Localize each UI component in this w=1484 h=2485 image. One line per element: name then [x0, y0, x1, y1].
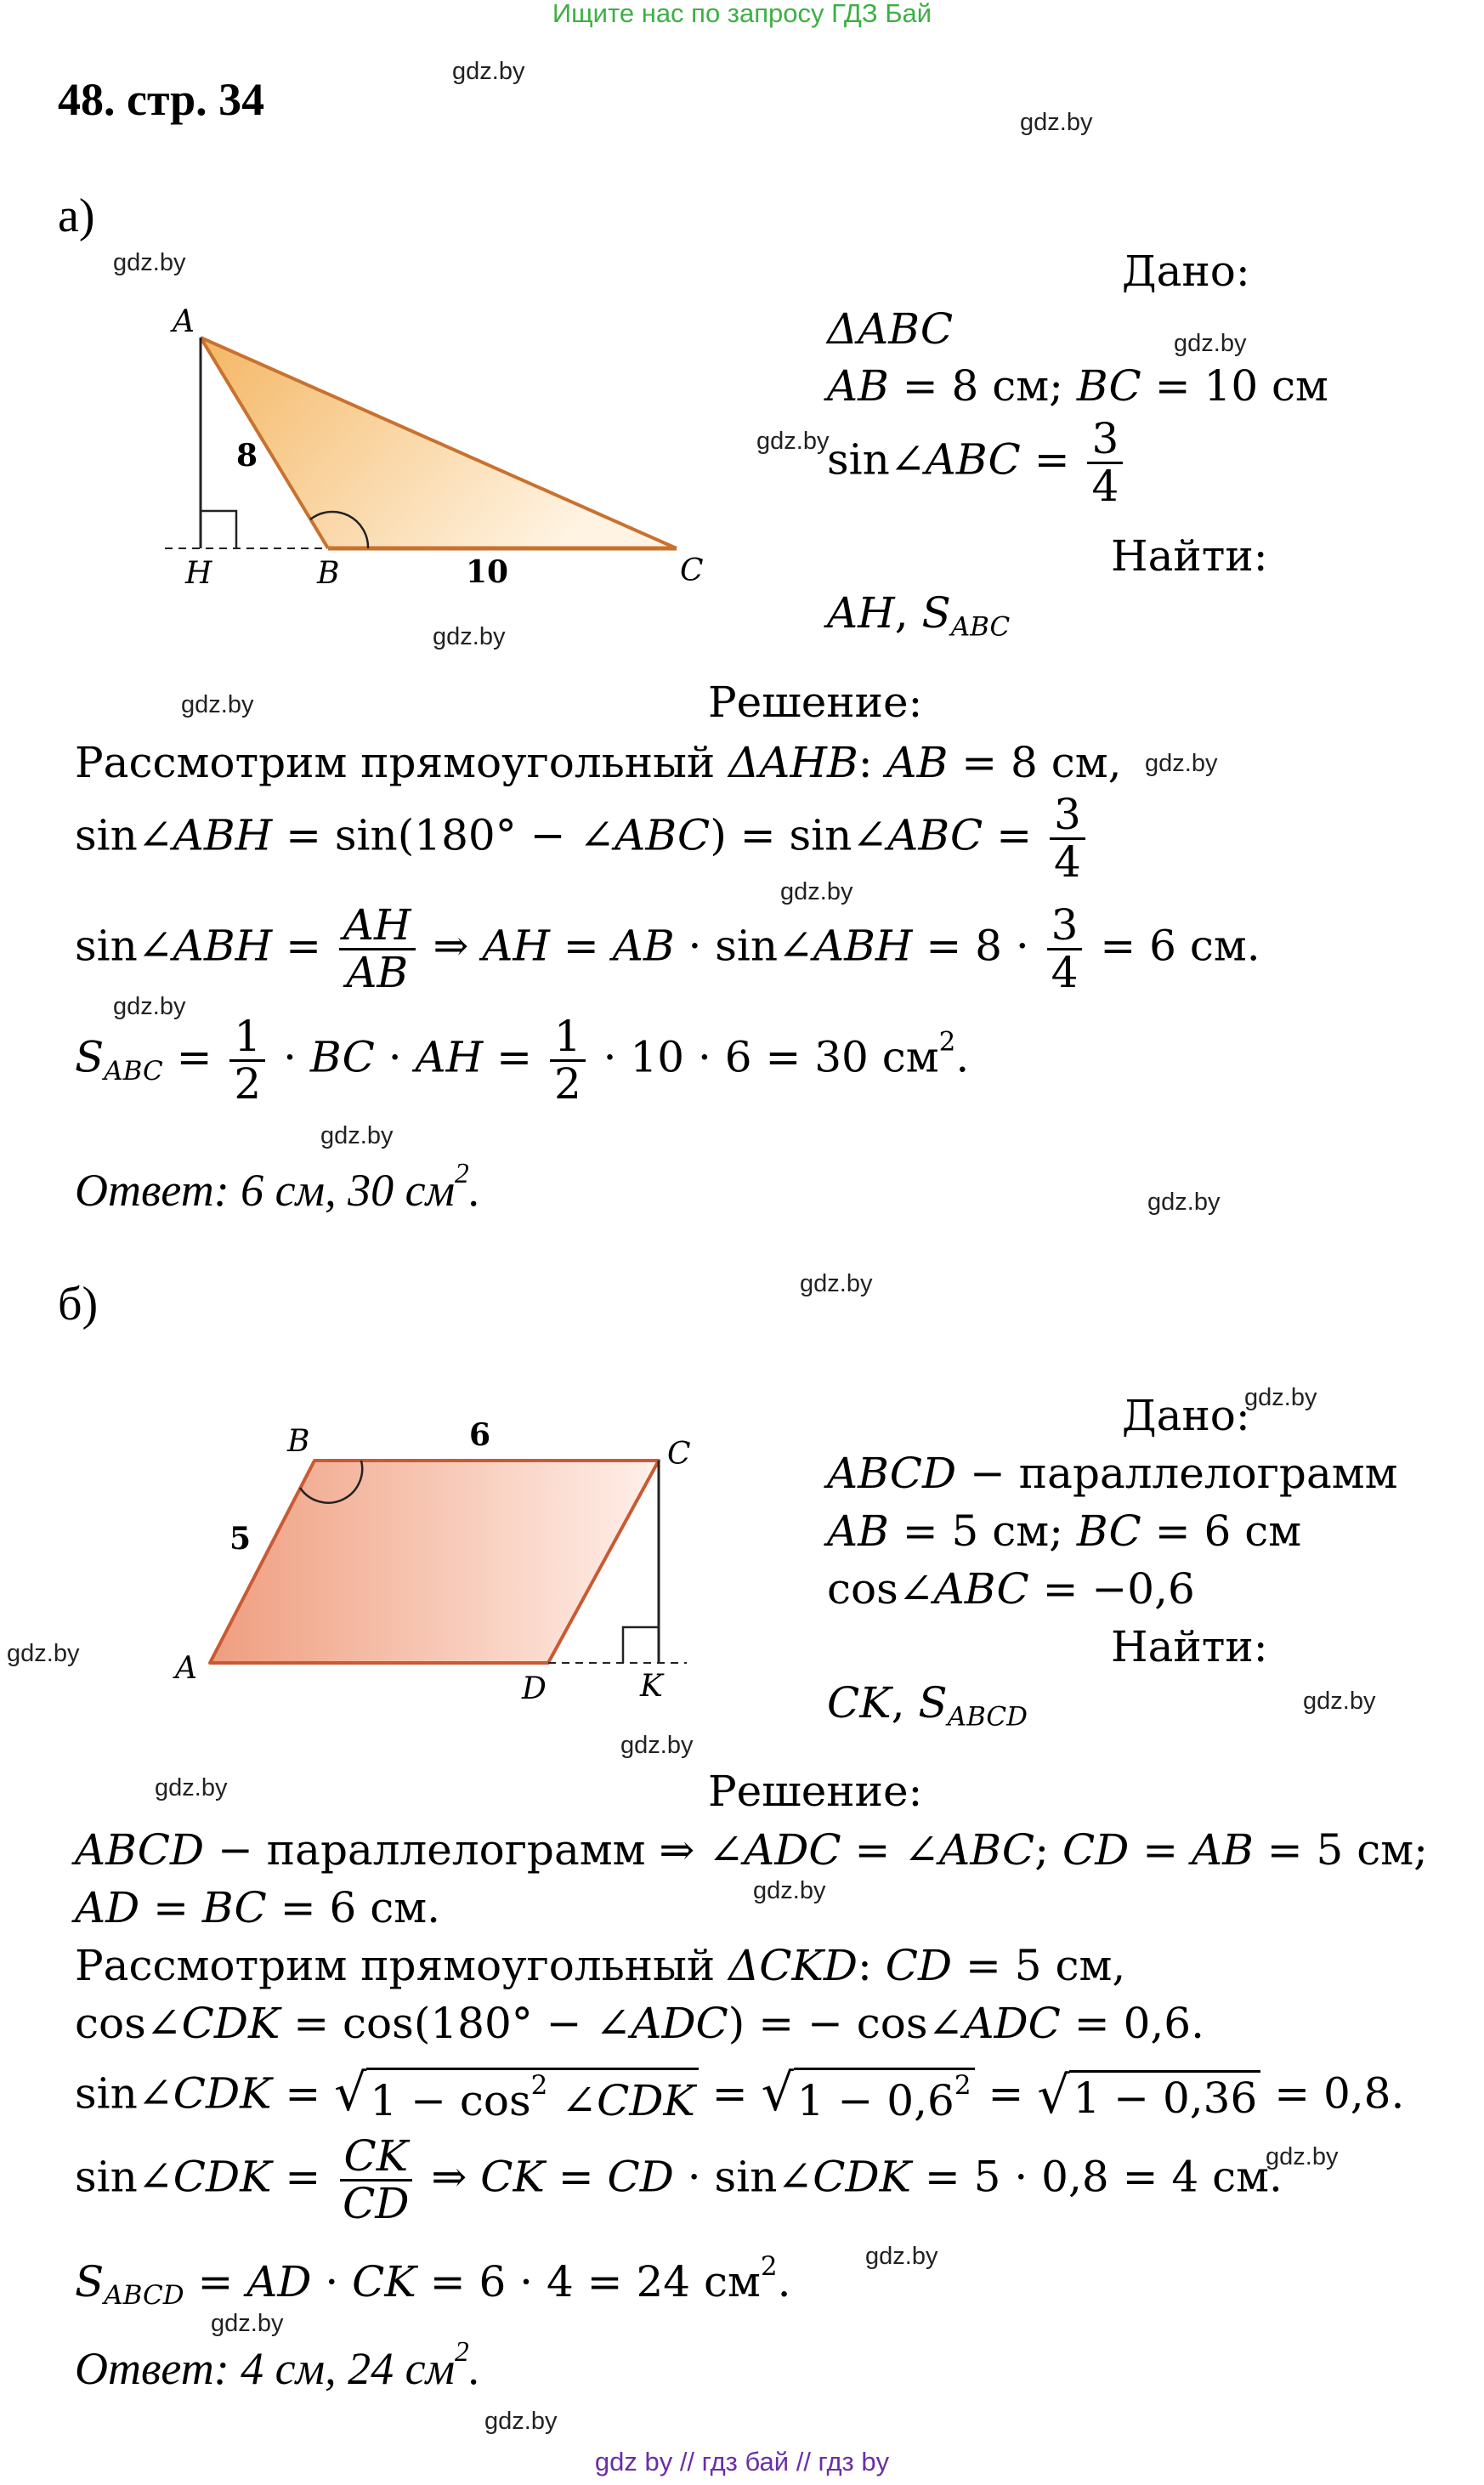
vertex-c-label: C — [667, 1437, 691, 1472]
find-b-items: CK, $S_{ABCD}$ — [827, 1678, 1028, 1733]
given-a-triangle: ΔABC — [827, 304, 954, 354]
top-ad-text: Ищите нас по запросу ГДЗ Бай — [552, 0, 932, 28]
watermark: gdz.by — [1020, 109, 1093, 136]
vertex-a-label: A — [175, 1651, 197, 1686]
watermark: gdz.by — [452, 58, 525, 85]
watermark: gdz.by — [211, 2310, 284, 2337]
side-bc-length: 6 — [469, 1417, 491, 1453]
given-title-a: Дано: — [1122, 247, 1250, 296]
given-b-cos: cos∠ABC = −0,6 — [827, 1564, 1195, 1614]
watermark: gdz.by — [753, 1877, 826, 1904]
solution-a-line-1: Рассмотрим прямоугольный ΔAHB: AB = 8 см, — [75, 738, 1122, 787]
vertex-k-label: K — [640, 1669, 663, 1704]
answer-b: Ответ: 4 см, 24 $см^2$. — [75, 2336, 481, 2394]
bottom-ad-text: gdz by // гдз бай // гдз by — [594, 2447, 890, 2476]
part-a-label: а) — [58, 190, 95, 242]
watermark: gdz.by — [155, 1774, 228, 1801]
watermark: gdz.by — [865, 2243, 938, 2270]
watermark: gdz.by — [756, 428, 830, 455]
watermark: gdz.by — [1266, 2143, 1339, 2170]
watermark: gdz.by — [181, 691, 254, 718]
watermark: gdz.by — [1174, 330, 1247, 357]
watermark: gdz.by — [800, 1270, 873, 1297]
answer-a: Ответ: 6 см, 30 $см^2$. — [75, 1158, 481, 1216]
watermark: gdz.by — [433, 623, 506, 650]
find-a-items: AH, $S_{ABC}$ — [827, 588, 1011, 643]
solution-b-line-7: $S_{ABCD}$ = AD · CK = 6 · 4 = 24 $см^2$. — [75, 2251, 791, 2312]
solution-b-line-5: sin∠CDK = √ $1 - \cos^2$ ∠CDK = √ $1 - 0,6^2$ = √ 1 − 0,36 = 0,8. — [75, 2063, 1405, 2125]
parallelogram-shape — [210, 1461, 659, 1663]
parallelogram-figure — [170, 1411, 714, 1717]
watermark: gdz.by — [113, 249, 186, 276]
vertex-b-label: B — [317, 556, 340, 591]
vertex-h-label: H — [185, 556, 212, 591]
watermark: gdz.by — [113, 993, 186, 1020]
watermark: gdz.by — [7, 1640, 80, 1667]
vertex-d-label: D — [522, 1671, 547, 1706]
watermark: gdz.by — [320, 1122, 394, 1149]
right-angle-mark — [623, 1627, 659, 1663]
watermark: gdz.by — [484, 2408, 558, 2435]
solution-title-b: Решение: — [708, 1767, 923, 1816]
given-title-b: Дано: — [1122, 1391, 1250, 1440]
solution-a-line-3: sin∠ABH = $\frac{AH}{AB}$ ⇒ AH = AB · sin∠ABH = 8 · $\frac{3}{4}$ = 6 см. — [75, 900, 1260, 997]
watermark: gdz.by — [1145, 750, 1218, 777]
right-angle-mark — [201, 511, 236, 548]
given-b-shape: ABCD − параллелограмм — [827, 1449, 1398, 1498]
solution-b-line-6: sin∠CDK = $\frac{CK}{CD}$ ⇒ CK = CD · sin∠CDK = 5 · 0,8 = 4 см. — [75, 2131, 1283, 2228]
solution-b-line-3: Рассмотрим прямоугольный ΔCKD: CD = 5 см, — [75, 1941, 1126, 1990]
solution-b-line-1: ABCD − параллелограмм ⇒ ∠ADC = ∠ABC; CD = AB = 5 см; — [75, 1825, 1428, 1875]
given-a-sin: sin∠ABC = $\frac{3}{4}$ — [827, 417, 1127, 509]
side-ab-length: 5 — [229, 1521, 252, 1557]
given-b-sides: AB = 5 см; BC = 6 см — [827, 1506, 1302, 1556]
vertex-a-label: A — [173, 304, 195, 339]
given-a-sides: AB = 8 см; BC = 10 см — [827, 361, 1328, 411]
watermark: gdz.by — [1303, 1688, 1376, 1715]
vertex-b-label: B — [287, 1424, 310, 1459]
solution-b-line-4: cos∠CDK = cos(180° − ∠ADC) = − cos∠ADC = 0,6. — [75, 1999, 1204, 2048]
watermark: gdz.by — [780, 878, 853, 905]
solution-a-line-2: sin∠ABH = sin(180° − ∠ABC) = sin∠ABC = $\frac{3}{4}$ — [75, 792, 1090, 885]
solution-b-line-2: AD = BC = 6 см. — [75, 1883, 441, 1932]
solution-a-line-4: $S_{ABC}$ = $\frac{1}{2}$ · BC · AH = $\frac{1}{2}$ · 10 · 6 = 30 $см^2$. — [75, 1012, 970, 1109]
watermark: gdz.by — [1147, 1189, 1221, 1216]
watermark: gdz.by — [1244, 1384, 1317, 1411]
part-b-label: б) — [58, 1278, 99, 1330]
watermark: gdz.by — [620, 1732, 694, 1759]
side-ab-length: 8 — [236, 438, 258, 474]
page-title: 48. стр. 34 — [58, 74, 265, 125]
vertex-c-label: C — [680, 553, 704, 588]
find-title-a: Найти: — [1111, 531, 1268, 581]
solution-title-a: Решение: — [708, 678, 923, 727]
triangle-figure — [153, 293, 731, 599]
find-title-b: Найти: — [1111, 1622, 1268, 1671]
side-bc-length: 10 — [466, 554, 509, 590]
